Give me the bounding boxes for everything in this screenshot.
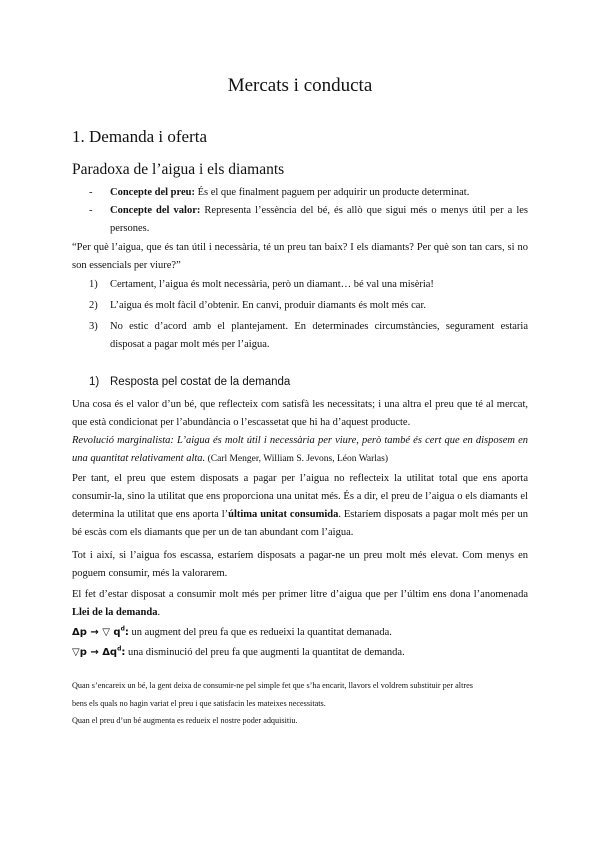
definition-price: És el que finalment paguem per adquirir un producte determinat. [194,187,470,198]
authors: (Carl Menger, William S. Jevons, Léon Warlas) [205,454,388,464]
answer-text: No estic d’acord amb el plantejament. En determinades circumstàncies, segurament estaria disposat a pagar molt més per l’aigua. [110,321,528,350]
list-item: - Concepte del valor: Representa l’essència del bé, és allò que sigui més o menys útil per a les persones. [89,205,529,234]
definition-value: Representa l’essència del bé, és allò que sigui més o menys útil per a les persones. [110,205,529,234]
section-heading: 1. Demanda i oferta [72,127,207,146]
note-line: Quan el preu d’un bé augmenta es redueix el nostre poder adquisitiu. [72,716,298,725]
quote-paragraph: “Per què l’aigua, que és tan útil i necessària, té un preu tan baix? I els diamants? Per què son tan cars, si no son essencials per viure?” [72,242,528,271]
answers-list [72,276,528,354]
paragraph-last-unit: Per tant, el preu que estem disposats a pagar per l’aigua no reflecteix la utilitat total que ens aporta consumir-la, sino la utilitat que ens proporciona una unitat més. És a dir, el preu de l’aigua o els diamants el determina la utilitat que ens aporta l’última unitat consumida. Estaríem disposats a pagar molt més per un bé escàs com els diamants que per un de tan abundant com l’aigua. [72,473,529,538]
paragraph-value-price: Una cosa és el valor d’un bé, que reflecteix com satisfà les necessitats; i una altra el preu que té al mercat, que està condicionat per l’abundància o l’escassetat que hi ha d’aquest producte. [72,399,528,428]
answer-text: Certament, l’aigua és molt necessària, però un diamant… bé val una misèria! [110,279,434,290]
term-price: Concepte del preu: [110,187,195,198]
page-title: Mercats i conducta [227,75,373,96]
concept-list [72,184,528,238]
note-line: bens els quals no hagin variat el preu i que satisfacin les mateixes necessitats. [72,698,326,708]
list-item: 1) Certament, l’aigua és molt necessària, però un diamant… bé val una misèria! [89,279,434,290]
answer-text: L’aigua és molt fàcil d’obtenir. En canvi, produir diamants és molt més car. [110,300,426,311]
law-line-2: ▽p → $\Delta q^d$: una disminució del preu fa que augmenti la quantitat de demanda. [72,645,405,658]
list-item: 2) L’aigua és molt fàcil d’obtenir. En canvi, produir diamants és molt més car. [89,300,426,311]
demand-heading: 1) Resposta pel costat de la demanda [89,376,291,388]
paragraph-marginalist [72,432,528,468]
paragraph-scarcity: Tot i així, si l’aigua fos escassa, estaríem disposats a pagar-ne un preu molt més elevat. Com menys en poguem consumir, més la valorarem. [72,550,528,579]
law-line-1: Δp → ▽ $q^d$: un augment del preu fa que es redueixi la quantitat demanada. [72,625,392,638]
marginalist-statement: Revolució marginalista: L’aigua és molt útil i necessària per viure, però també és cert que en disposem en una quantitat relativament alta. [72,435,528,464]
paragraph-law: El fet d’estar disposat a consumir molt més per primer litre d’aigua que per l’últim ens dona l’anomenada Llei de la demanda. [72,589,528,618]
note-line: Quan s’encareix un bé, la gent deixa de consumir-ne pel simple fet que s’ha encarit, llavors el voldrem substituir per altres [72,681,473,690]
list-item: 3) No estic d’acord amb el plantejament. En determinades circumstàncies, segurament estaria disposat a pagar molt més per l’aigua. [89,321,528,350]
list-item: - Concepte del preu: És el que finalment paguem per adquirir un producte determinat. [89,187,470,198]
subsection-heading: Paradoxa de l’aigua i els diamants [72,161,285,178]
term-value: Concepte del valor: [110,205,201,216]
key-term-law-of-demand: Llei de la demanda [72,607,158,618]
notes [72,677,528,730]
key-term-last-unit: última unitat consumida [228,509,339,520]
